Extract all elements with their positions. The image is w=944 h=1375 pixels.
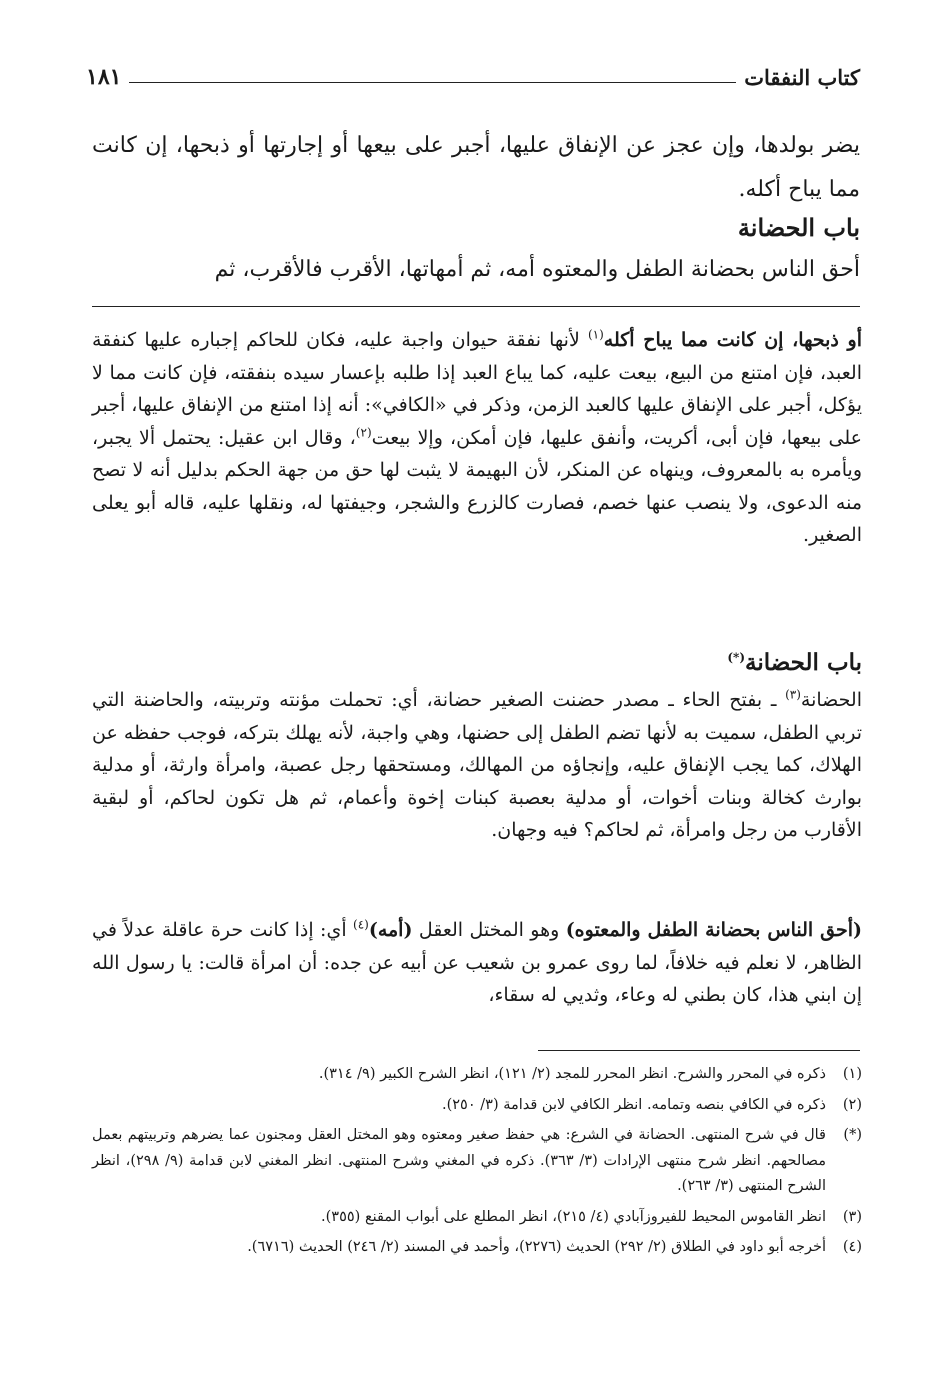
footnote-ref: (١) — [587, 327, 604, 342]
quoted-matn: (أمه) — [368, 919, 413, 941]
quoted-matn: أو ذبحها، إن كانت مما يباح أكله — [603, 329, 862, 351]
sharh-heading: باب الحضانة(*) — [727, 649, 862, 676]
sharh-paragraph-2 — [92, 684, 862, 847]
footnote-ref: (٢) — [355, 425, 372, 440]
footnote-text: ذكره في الكافي بنصه وتمامه. انظر الكافي لابن قدامة (٣/ ٢٥٠). — [441, 1096, 826, 1113]
footnote — [92, 1093, 862, 1119]
footnote-marker: (١) — [842, 1066, 862, 1082]
sharh-text: أي: إذا كانت حرة عاقلة عدلاً في الظاهر، لا نعلم فيه خلافاً، لما روى عمرو بن شعيب عن أبيه عن جده: أن امرأة قالت: يا رسول الله إن ابني هذا، كان بطني له وعاء، وثديي له سقاء، — [92, 919, 862, 1006]
footnote-ref: (*) — [727, 650, 745, 665]
running-header — [86, 58, 860, 90]
sharh-text: الحضانة — [800, 689, 862, 711]
sharh-paragraph-3 — [92, 914, 862, 1012]
quoted-matn: (أحق الناس بحضانة الطفل والمعتوه) — [565, 919, 863, 941]
sharh-text: ـ بفتح الحاء ـ مصدر حضنت الصغير حضانة، أي: تحملت مؤنته وتربيته، والحاضنة التي تربي الطفل، سميت به لأنها تضم الطفل إلى حضنها، وهي واجبة، لأنه يهلك بتركه، فوجب حفظه عن الهلاك، كما يجب الإنفاق عليه، وإنجاؤه من المهالك، ومستحقها رجل عصبة، وامرأة وارثة، أو مدلية بوارث كخالة وبنات أخوات، أو مدلية بعصبة كبنات إخوة وأعمام، ثم هل تكون لحاكم، أو لبقية الأقارب من رجل وامرأة، ثم لحاكم؟ فيه وجهان. — [92, 689, 862, 841]
matn-heading: باب الحضانة — [737, 213, 860, 242]
sharh-text: وهو المختل العقل — [412, 919, 566, 941]
footnote — [92, 1235, 862, 1261]
footnote — [92, 1123, 862, 1200]
footnote — [92, 1205, 862, 1231]
matn-paragraph-1: يضر بولدها، وإن عجز عن الإنفاق عليها، أجبر على بيعها أو إجارتها أو ذبحها، إن كانت مما يباح أكله. — [92, 133, 860, 202]
chapter-title: كتاب النفقات — [744, 65, 860, 90]
footnote-rule — [538, 1050, 860, 1051]
footnote-ref: (٣) — [785, 687, 801, 702]
footnote-text: ذكره في المحرر والشرح. انظر المحرر للمجد (٢/ ١٢١)، انظر الشرح الكبير (٩/ ٣١٤). — [318, 1066, 826, 1082]
footnote-marker: (٤) — [842, 1239, 862, 1255]
footnote-ref: (٤) — [353, 917, 369, 932]
footnotes — [92, 1062, 862, 1266]
footnote-marker: (٣) — [842, 1208, 862, 1225]
footnote-marker: (٢) — [842, 1096, 862, 1113]
footnote-text: انظر القاموس المحيط للفيروزآبادي (٤/ ٢١٥)، انظر المطلع على أبواب المقنع (٣٥٥). — [321, 1208, 826, 1225]
footnote-text: قال في شرح المنتهى. الحضانة في الشرع: هي حفظ صغير ومعتوه وهو المختل العقل ومجنون عما يضرهم وتربيتهم بعمل مصالحهم. انظر شرح منتهى الإرادات (٣/ ٣٦٣). ذكره في المغني وشرح المنتهى. انظر المغني لابن قدامة (٩/ ٢٩٨)، انظر الشرح المنتهى (٣/ ٢٦٣). — [92, 1127, 827, 1194]
sharh-text: ، وقال ابن عقيل: يحتمل ألا يجبر، ويأمره به بالمعروف، وينهاه عن المنكر، لأن البهيمة لا يثبت لها حق من جهة الحكم بدليل أنه لا تصح منه الدعوى، ولا ينصب عنها خصم، فصارت كالزرع والشجر، وجيفتها له، ونقلها عليه، قاله أبو يعلى الصغير. — [92, 426, 862, 546]
matn-sharh-divider — [92, 306, 860, 307]
footnote-text: أخرجه أبو داود في الطلاق (٢/ ٢٩٢) الحديث (٢٢٧٦)، وأحمد في المسند (٢/ ٢٤٦) الحديث (٦٧١٦). — [247, 1239, 826, 1255]
page-number: ١٨١ — [86, 64, 122, 90]
sharh-paragraph-1 — [92, 324, 862, 552]
footnote-marker: (*) — [843, 1127, 862, 1143]
header-rule — [129, 82, 736, 83]
matn-paragraph-2: أحق الناس بحضانة الطفل والمعتوه أمه، ثم أمهاتها، الأقرب فالأقرب، ثم — [214, 257, 860, 282]
sharh-text: لأنها نفقة حيوان واجبة عليه، فكان للحاكم إجباره عليها كنفقة العبد، فإن امتنع من البيع، بيعت عليه، كما يباع العبد إذا طلبه بإعسار سيده بنفقته، فإن كانت مما لا يؤكل، أجبر على الإنفاق عليها كالعبد الزمن، وذكر في «الكافي»: أنه إذا امتنع من الإنفاق عليها، أجبر على بيعها، فإن أبى، أكريت، وأنفق عليها، فإن أمكن، وإلا بيعت — [92, 329, 862, 449]
footnote — [92, 1062, 862, 1088]
